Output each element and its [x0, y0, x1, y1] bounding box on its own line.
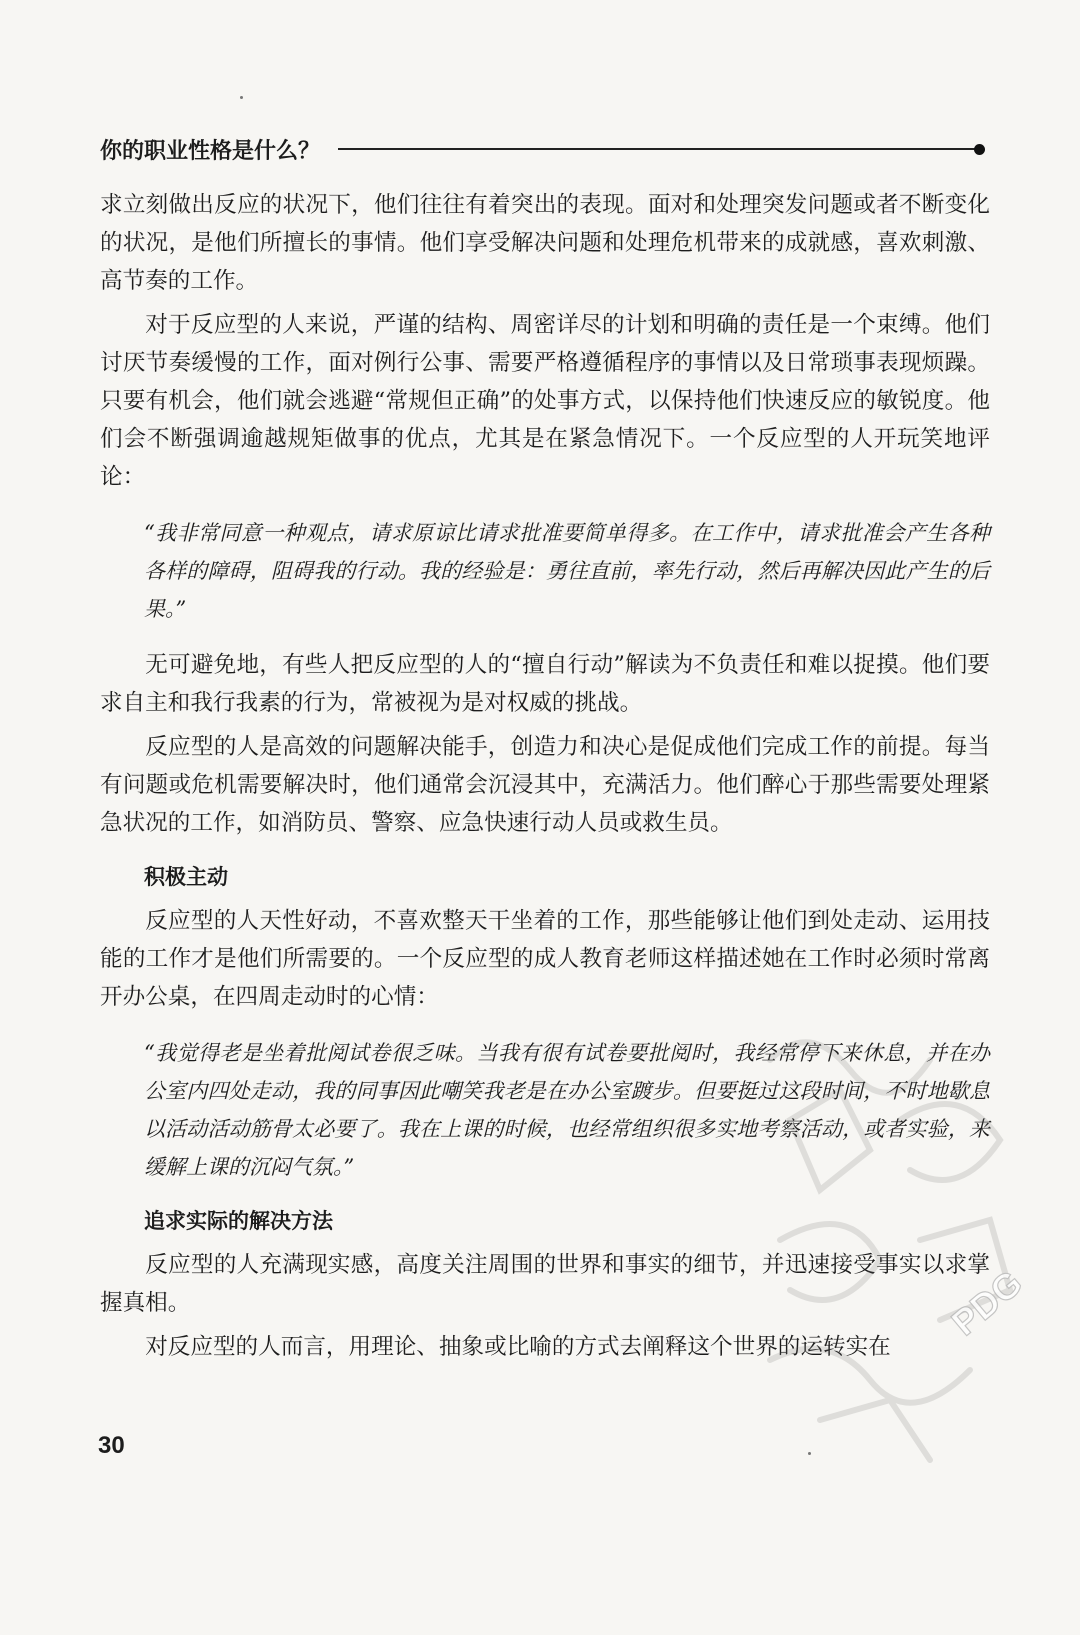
header-dot [974, 144, 985, 155]
paragraph: 无可避免地，有些人把反应型的人的“擅自行动”解读为不负责任和难以捉摸。他们要求自主和我行我素的行为，常被视为是对权威的挑战。 [100, 652, 990, 716]
scan-speck [808, 1452, 811, 1455]
paragraph: 反应型的人是高效的问题解决能手，创造力和决心是促成他们完成工作的前提。每当有问题或危机需要解决时，他们通常会沉浸其中，充满活力。他们醉心于那些需要处理紧急状况的工作，如消防员、警察、应急快速行动人员或救生员。 [100, 734, 990, 836]
paragraph: 求立刻做出反应的状况下，他们往往有着突出的表现。面对和处理突发问题或者不断变化的状况，是他们所擅长的事情。他们享受解决问题和处理危机带来的成就感，喜欢刺激、高节奏的工作。 [100, 192, 990, 294]
header-rule [338, 148, 976, 150]
running-header [100, 131, 985, 167]
paragraph: 对于反应型的人来说，严谨的结构、周密详尽的计划和明确的责任是一个束缚。他们讨厌节奏缓慢的工作，面对例行公事、需要严格遵循程序的事情以及日常琐事表现烦躁。只要有机会，他们就会逃避“常规但正确”的处事方式，以保持他们快速反应的敏锐度。他们会不断强调逾越规矩做事的优点，尤其是在紧急情况下。一个反应型的人开玩笑地评论： [100, 312, 990, 490]
paragraph: 反应型的人充满现实感，高度关注周围的世界和事实的细节，并迅速接受事实以求掌握真相。 [100, 1252, 990, 1316]
page-number: 30 [98, 1432, 125, 1459]
block-quote: “我非常同意一种观点，请求原谅比请求批准要简单得多。在工作中，请求批准会产生各种各样的障碍，阻碍我的行动。我的经验是：勇往直前，率先行动，然后再解决因此产生的后果。” [144, 521, 990, 621]
chapter-title: 你的职业性格是什么？ [100, 138, 321, 164]
paragraph: 反应型的人天性好动，不喜欢整天干坐着的工作，那些能够让他们到处走动、运用技能的工作才是他们所需要的。一个反应型的成人教育老师这样描述她在工作时必须时常离开办公桌，在四周走动时的心情： [100, 908, 990, 1010]
watermark-text: PDG [943, 1261, 1030, 1344]
section-heading: 积极主动 [144, 865, 228, 889]
block-quote: “我觉得老是坐着批阅试卷很乏味。当我有很有试卷要批阅时，我经常停下来休息，并在办公室内四处走动，我的同事因此嘲笑我老是在办公室踱步。但要挺过这段时间，不时地歇息以活动活动筋骨太必要了。我在上课的时候，也经常组织很多实地考察活动，或者实验，来缓解上课的沉闷气氛。” [144, 1041, 990, 1179]
section-heading: 追求实际的解决方法 [144, 1209, 333, 1233]
scan-speck [240, 96, 243, 99]
paragraph: 对反应型的人而言，用理论、抽象或比喻的方式去阐释这个世界的运转实在 [145, 1334, 891, 1360]
page-body [100, 186, 990, 1366]
